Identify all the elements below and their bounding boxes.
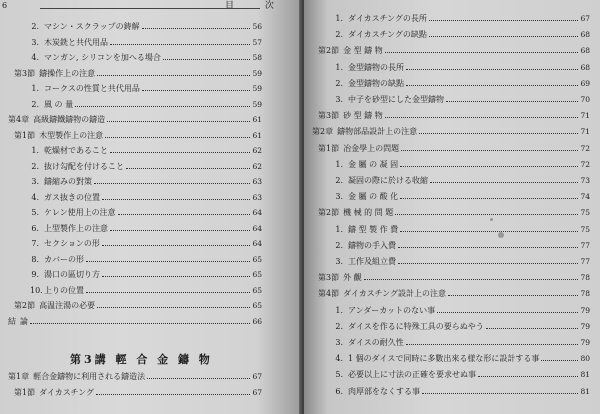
toc-text: カバーの形 xyxy=(44,254,84,264)
toc-number: 3. xyxy=(335,95,343,104)
toc-number: 2. xyxy=(335,321,343,331)
dot-leader xyxy=(385,117,579,118)
toc-entry xyxy=(14,69,262,79)
toc-text: 鑄縮みの對策 xyxy=(44,177,92,186)
toc-text: 上りの位置 xyxy=(44,285,84,295)
dot-leader xyxy=(422,393,578,394)
toc-page-number: 56 xyxy=(252,22,262,31)
toc-text: ダイカスチングの長所 xyxy=(348,14,427,23)
toc-label: 第2章 xyxy=(312,127,334,137)
toc-label: 結 xyxy=(8,316,16,326)
toc-text: 金 屬 の 凝 固 xyxy=(348,159,399,169)
dot-leader xyxy=(96,394,250,395)
toc-page-number: 66 xyxy=(252,316,262,326)
ink-stain xyxy=(490,218,493,221)
toc-entry xyxy=(318,46,590,56)
toc-entry xyxy=(14,301,262,311)
toc-page-number: 62 xyxy=(252,146,262,155)
dot-leader xyxy=(110,44,250,45)
toc-text: 肉厚部をなくする事 xyxy=(348,386,420,396)
toc-number: 3. xyxy=(31,37,39,47)
toc-text: 抜け勾配を付けること xyxy=(44,161,124,171)
dot-leader xyxy=(147,378,250,379)
toc-text: 冶金學上の問題 xyxy=(343,143,400,153)
toc-entry xyxy=(334,354,590,364)
toc-text: 中子を砂型にした金型鑄物 xyxy=(348,95,444,104)
page-header: 目 次 xyxy=(225,1,288,11)
toc-entry xyxy=(334,30,590,40)
toc-text: マンガン, シリコンを加へる場合 xyxy=(44,53,161,62)
dot-leader xyxy=(478,376,578,377)
toc-number: 7. xyxy=(31,239,39,248)
toc-page-number: 75 xyxy=(580,208,590,218)
dot-leader xyxy=(419,133,578,134)
toc-page-number: 75 xyxy=(580,224,590,234)
toc-number: 1. xyxy=(31,84,39,93)
dot-leader xyxy=(126,168,250,169)
toc-page-number: 59 xyxy=(252,84,262,93)
toc-number: 1. xyxy=(335,62,343,72)
page-number: 6 xyxy=(2,1,8,10)
toc-page-number: 78 xyxy=(580,289,590,299)
dot-leader xyxy=(437,312,578,313)
toc-page-number: 59 xyxy=(252,68,262,78)
toc-entry xyxy=(30,162,262,172)
dot-leader xyxy=(406,344,579,345)
dot-leader xyxy=(398,263,578,264)
toc-text: 鑄物部品設計上の注意 xyxy=(337,127,418,137)
dot-leader xyxy=(364,279,579,280)
toc-page-number: 58 xyxy=(252,53,262,62)
toc-entry xyxy=(30,286,262,296)
dot-leader xyxy=(97,307,250,308)
toc-number: 1. xyxy=(335,224,343,234)
dot-leader xyxy=(107,121,250,122)
toc-entry xyxy=(30,84,262,94)
toc-text: 外 觀 xyxy=(343,273,362,283)
toc-entry xyxy=(30,53,262,63)
toc-page-number: 71 xyxy=(580,111,590,121)
toc-entry xyxy=(312,127,590,137)
toc-entry xyxy=(8,372,262,382)
toc-number: 2. xyxy=(31,22,39,31)
toc-text: 高温注湯の必要 xyxy=(39,301,96,310)
dot-leader xyxy=(30,323,250,324)
toc-text: 1 個のダイスで同時に多數出來る様な形に設計する事 xyxy=(348,354,540,364)
toc-entry xyxy=(30,208,262,218)
toc-text: 輕合金鑄物に利用される鑄造法 xyxy=(33,372,146,381)
toc-label: 第4節 xyxy=(318,289,340,299)
toc-text: ケレン使用上の注意 xyxy=(44,208,116,217)
toc-text: ダイスの耐久性 xyxy=(348,338,404,347)
toc-number: 3. xyxy=(335,257,343,266)
toc-entry xyxy=(334,370,590,380)
toc-page-number: 65 xyxy=(252,254,262,264)
dot-leader xyxy=(448,295,578,296)
toc-entry xyxy=(334,387,590,397)
toc-page-number: 81 xyxy=(580,370,590,380)
dot-leader xyxy=(429,20,579,21)
toc-page-number: 72 xyxy=(580,143,590,153)
toc-page-number: 65 xyxy=(252,301,262,310)
dot-leader xyxy=(110,152,250,153)
toc-page-number: 63 xyxy=(252,177,262,186)
toc-number: 1. xyxy=(335,159,343,169)
dot-leader xyxy=(486,328,579,329)
toc-entry xyxy=(14,131,262,141)
toc-entry xyxy=(30,38,262,48)
toc-page-number: 65 xyxy=(252,285,262,295)
dot-leader xyxy=(142,28,251,29)
toc-text: ダイカスチングの缺點 xyxy=(348,30,427,40)
toc-number: 8. xyxy=(31,254,39,264)
toc-page-number: 79 xyxy=(580,338,590,347)
toc-text: 凝固の際に於ける收縮 xyxy=(348,176,428,185)
toc-page-number: 57 xyxy=(252,37,262,47)
toc-page-number: 79 xyxy=(580,305,590,315)
toc-number: 2. xyxy=(335,240,343,250)
dot-leader xyxy=(406,69,578,70)
dot-leader xyxy=(102,199,250,200)
toc-entry xyxy=(334,257,590,267)
toc-label: 第1節 xyxy=(318,143,340,153)
toc-label: 第1節 xyxy=(14,130,36,140)
toc-page-number: 68 xyxy=(580,46,590,56)
toc-page-number: 78 xyxy=(580,273,590,283)
toc-number: 2. xyxy=(31,161,39,171)
toc-entry xyxy=(30,193,262,203)
toc-label: 第3節 xyxy=(318,273,340,283)
dot-leader xyxy=(541,360,578,361)
header-rule xyxy=(40,8,260,9)
dot-leader xyxy=(86,261,250,262)
toc-page-number: 77 xyxy=(580,240,590,250)
dot-leader xyxy=(110,230,250,231)
toc-number: 5. xyxy=(335,370,343,380)
toc-page-number: 72 xyxy=(580,159,590,169)
dot-leader xyxy=(102,276,250,277)
toc-entry xyxy=(318,144,590,154)
toc-text: ダイカスチング xyxy=(39,388,94,397)
toc-page-number: 80 xyxy=(580,354,590,364)
toc-page-number: 67 xyxy=(252,372,262,381)
dot-leader xyxy=(94,183,250,184)
toc-text: 必要以上に寸法の正確を要求せぬ事 xyxy=(348,370,476,380)
toc-text: 乾燥材であること xyxy=(44,146,108,155)
dot-leader xyxy=(118,214,251,215)
toc-entry xyxy=(318,111,590,121)
toc-page-number: 65 xyxy=(252,270,262,279)
toc-number: 4. xyxy=(335,354,343,364)
toc-text: 金型鑄物の長所 xyxy=(348,62,404,72)
toc-page-number: 79 xyxy=(580,321,590,331)
toc-page-number: 61 xyxy=(252,115,262,124)
toc-label: 第2節 xyxy=(318,46,340,56)
dot-leader xyxy=(97,75,250,76)
toc-text: ガス抜きの位置 xyxy=(44,192,100,202)
toc-page-number: 59 xyxy=(252,99,262,109)
toc-text: ダイスを作るに特殊工具の要らぬやう xyxy=(348,321,484,331)
toc-number: 4. xyxy=(31,192,39,202)
dot-leader xyxy=(86,292,250,293)
toc-entry xyxy=(30,255,262,265)
toc-entry xyxy=(334,14,590,24)
toc-text: 鑄操作上の注意 xyxy=(39,68,96,78)
dot-leader xyxy=(446,101,578,102)
toc-text: 上型製作上の注意 xyxy=(44,223,108,233)
toc-number: 6. xyxy=(31,223,39,233)
toc-text: 論 xyxy=(20,316,28,326)
toc-number: 6. xyxy=(335,386,343,396)
toc-entry xyxy=(334,79,590,89)
toc-page-number: 62 xyxy=(252,161,262,171)
toc-number: 3. xyxy=(31,177,39,186)
toc-text: 金型鑄物の缺點 xyxy=(348,78,404,88)
toc-number: 2. xyxy=(335,30,343,40)
toc-entry xyxy=(30,177,262,187)
dot-leader xyxy=(385,52,579,53)
toc-entry xyxy=(30,22,262,32)
toc-page-number: 63 xyxy=(252,192,262,202)
dot-leader xyxy=(430,182,578,183)
toc-entry xyxy=(334,176,590,186)
toc-text: 工作及組立費 xyxy=(348,257,396,266)
toc-page-number: 70 xyxy=(580,95,590,104)
toc-entry xyxy=(30,146,262,156)
toc-entry xyxy=(334,63,590,73)
dot-leader xyxy=(398,247,578,248)
ink-stain xyxy=(498,232,504,238)
toc-text: 鑄物の手入費 xyxy=(348,240,396,250)
toc-label: 第2節 xyxy=(14,301,36,310)
toc-entry xyxy=(8,317,262,327)
toc-label: 第3節 xyxy=(14,68,36,78)
toc-text: 風 の 量 xyxy=(44,99,74,109)
toc-page-number: 64 xyxy=(252,208,262,217)
toc-text: 砂 型 鑄 物 xyxy=(343,111,383,121)
dot-leader xyxy=(400,231,578,232)
toc-page-number: 77 xyxy=(580,257,590,266)
toc-entry xyxy=(334,322,590,332)
right-page xyxy=(304,0,600,414)
toc-entry xyxy=(318,273,590,283)
dot-leader xyxy=(75,106,250,107)
toc-text: 鑄 型 製 作 費 xyxy=(348,224,399,234)
toc-page-number: 81 xyxy=(580,386,590,396)
toc-text: 金 屬 の 酸 化 xyxy=(348,192,399,202)
toc-entry xyxy=(30,224,262,234)
toc-number: 2. xyxy=(335,176,343,185)
toc-page-number: 67 xyxy=(252,388,262,397)
toc-label: 第1節 xyxy=(14,388,36,397)
toc-label: 第3節 xyxy=(318,111,340,121)
toc-text: 高級鑄鐵鑄物の鑄造 xyxy=(33,115,106,124)
toc-entry xyxy=(318,289,590,299)
toc-page-number: 73 xyxy=(580,176,590,185)
section-title: 第3講 輕 合 金 鑄 物 xyxy=(70,353,213,366)
toc-entry xyxy=(8,115,262,125)
dot-leader xyxy=(400,198,578,199)
dot-leader xyxy=(400,166,578,167)
toc-page-number: 71 xyxy=(580,127,590,137)
toc-entry xyxy=(334,241,590,251)
toc-number: 10. xyxy=(30,285,43,295)
toc-number: 4. xyxy=(31,53,39,62)
toc-page-number: 69 xyxy=(580,78,590,88)
dot-leader xyxy=(102,245,251,246)
toc-number: 5. xyxy=(31,208,39,217)
toc-entry xyxy=(318,208,590,218)
toc-label: 第2節 xyxy=(318,208,340,218)
toc-text: セクションの形 xyxy=(44,239,100,248)
toc-text: 湯口の區切り方 xyxy=(44,270,100,279)
toc-entry xyxy=(334,306,590,316)
toc-page-number: 68 xyxy=(580,30,590,40)
toc-text: ダイカスチング設計上の注意 xyxy=(343,289,446,299)
toc-number: 1. xyxy=(335,305,343,315)
toc-entry xyxy=(30,100,262,110)
toc-text: 金 型 鑄 物 xyxy=(343,46,383,56)
dot-leader xyxy=(429,36,579,37)
toc-number: 1. xyxy=(335,14,343,23)
toc-page-number: 64 xyxy=(252,223,262,233)
toc-page-number: 64 xyxy=(252,239,262,248)
toc-text: 木炭銑と共代用品 xyxy=(44,37,108,47)
toc-text: コークスの性質と共代用品 xyxy=(44,84,140,93)
dot-leader xyxy=(401,150,578,151)
toc-number: 2. xyxy=(335,78,343,88)
toc-text: 機 械 的 問 題 xyxy=(343,208,394,218)
toc-entry xyxy=(334,338,590,348)
toc-number: 2. xyxy=(31,99,39,109)
toc-entry xyxy=(334,160,590,170)
toc-number: 9. xyxy=(31,270,39,279)
dot-leader xyxy=(105,137,250,138)
toc-page-number: 68 xyxy=(580,62,590,72)
toc-page-number: 74 xyxy=(580,192,590,202)
toc-entry xyxy=(334,192,590,202)
dot-leader xyxy=(163,59,251,60)
toc-entry xyxy=(334,225,590,235)
dot-leader xyxy=(406,85,578,86)
toc-page-number: 67 xyxy=(580,14,590,23)
toc-entry xyxy=(334,95,590,105)
toc-entry xyxy=(30,239,262,249)
dot-leader xyxy=(395,214,578,215)
toc-number: 1. xyxy=(31,146,39,155)
toc-number: 3. xyxy=(335,338,343,347)
toc-number: 3. xyxy=(335,192,343,202)
dot-leader xyxy=(142,90,251,91)
toc-label: 第4章 xyxy=(8,115,30,124)
toc-text: 木型製作上の注意 xyxy=(39,130,104,140)
toc-text: マシン・スクラップの鋳解 xyxy=(44,22,140,31)
toc-entry xyxy=(30,270,262,280)
toc-page-number: 61 xyxy=(252,130,262,140)
toc-text: アンダーカットのない事 xyxy=(348,305,436,315)
toc-entry xyxy=(14,388,262,398)
toc-label: 第1章 xyxy=(8,372,30,381)
